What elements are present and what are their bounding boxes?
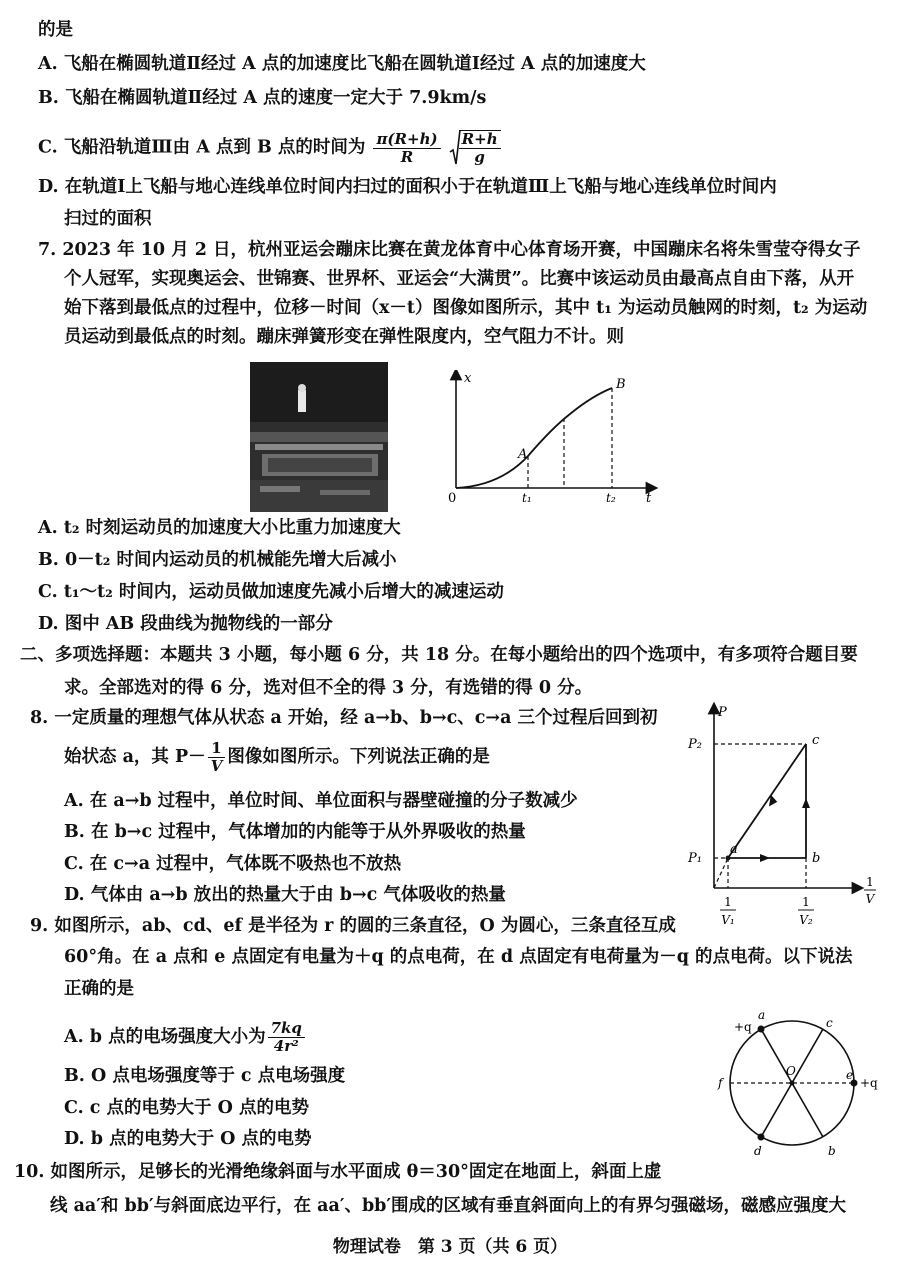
q8-stem-frac-num: 1 — [208, 740, 226, 758]
q7-point-a: A — [518, 447, 528, 462]
q9-label-b: b — [828, 1144, 836, 1158]
q9-charge-a — [758, 1026, 765, 1033]
q6-c-sqrt — [449, 128, 503, 168]
q6-c-fraction — [373, 131, 440, 166]
q8-option-d: D. 气体由 a→b 放出的热量大于由 b→c 气体吸收的热量 — [64, 885, 506, 905]
q9-label-e: e — [846, 1068, 854, 1082]
q6-option-b: B. 飞船在椭圆轨道Ⅱ经过 A 点的速度一定大于 7.9km/s — [38, 88, 487, 108]
q9-stem-line3: 正确的是 — [64, 979, 134, 999]
q8-a-label: a — [730, 842, 738, 857]
q9-label-d: d — [754, 1144, 762, 1158]
q6-option-d-line1: D. 在轨道Ⅰ上飞船与地心连线单位时间内扫过的面积小于在轨道Ⅲ上飞船与地心连线单位时间内 — [38, 177, 777, 197]
q9-label-o: O — [786, 1064, 796, 1078]
q9-a-frac-den: 4r² — [273, 1037, 299, 1055]
q8-stem-line2 — [64, 740, 490, 775]
q8-bc-arrow-icon — [802, 798, 810, 808]
q9-charge-d — [758, 1134, 765, 1141]
q10-stem-line1: 10. 如图所示，足够长的光滑绝缘斜面与水平面成 θ＝30°固定在地面上，斜面上虚 — [14, 1162, 662, 1182]
q9-stem-line1: 9. 如图所示，ab、cd、ef 是半径为 r 的圆的三条直径，O 为圆心，三条直径互成 — [30, 916, 676, 936]
q8-v1-num: 1 — [724, 895, 732, 909]
q8-b-label: b — [812, 851, 821, 866]
section2-line2: 求。全部选对的得 6 分，选对但不全的得 3 分，有选错的得 0 分。 — [64, 678, 593, 698]
q8-stem-line2-post: 图像如图所示。下列说法正确的是 — [227, 747, 490, 767]
q8-p-label: P — [718, 705, 727, 720]
q9-option-a-text: A. b 点的电场强度大小为 — [64, 1027, 266, 1047]
q8-p2-label: P₂ — [688, 737, 702, 752]
q7-y-label: x — [464, 371, 472, 386]
q10-stem-line2: 线 aa′和 bb′与斜面底边平行，在 aa′、bb′围成的区域有垂直斜面向上的有界匀强磁场，磁感应强度大 — [50, 1196, 847, 1216]
q7-tick-t2: t₂ — [606, 491, 616, 505]
q7-option-b: B. 0－t₂ 时间内运动员的机械能先增大后减小 — [38, 550, 397, 570]
q8-v2-den: V₂ — [799, 913, 813, 927]
q8-c-label: c — [812, 733, 820, 748]
q7-stem-line4: 员运动到最低点的时刻。蹦床弹簧形变在弹性限度内，空气阻力不计。则 — [64, 327, 624, 347]
q7-stem-line2: 个人冠军，实现奥运会、世锦赛、世界杯、亚运会“大满贯”。比赛中该运动员由最高点自由下落，从开 — [64, 269, 855, 289]
q9-stem-line2: 60°角。在 a 点和 e 点固定有电量为＋q 的点电荷，在 d 点固定有电荷量为－q 的点电荷。以下说法 — [64, 947, 853, 967]
q6-option-c-text: C. 飞船沿轨道Ⅲ由 A 点到 B 点的时间为 — [38, 137, 366, 158]
q8-option-a: A. 在 a→b 过程中，单位时间、单位面积与器壁碰撞的分子数减少 — [64, 791, 578, 811]
q8-option-c: C. 在 c→a 过程中，气体既不吸热也不放热 — [64, 854, 402, 874]
q8-stem-line1: 8. 一定质量的理想气体从状态 a 开始，经 a→b、b→c、c→a 三个过程后回到初 — [30, 708, 658, 728]
q9-option-a — [64, 1020, 307, 1055]
q8-stem-fraction — [208, 740, 226, 775]
q9-label-a: a — [758, 1008, 766, 1022]
q6-option-a: A. 飞船在椭圆轨道Ⅱ经过 A 点的加速度比飞船在圆轨道Ⅰ经过 A 点的加速度大 — [38, 54, 646, 74]
q8-v1-den: V₁ — [721, 913, 735, 927]
q7-origin: 0 — [448, 491, 457, 505]
q8-ab-arrow-icon — [760, 854, 770, 862]
q9-label-c: c — [826, 1016, 833, 1030]
q8-p1-label: P₁ — [688, 851, 702, 866]
q6-c-sqrt-num: R+h — [459, 131, 501, 149]
q9-label-f: f — [718, 1076, 723, 1090]
q9-option-c: C. c 点的电势大于 O 点的电势 — [64, 1098, 309, 1118]
q6-c-sqrt-den: g — [474, 148, 485, 166]
q7-stem-line3: 始下落到最低点的过程中，位移－时间（x－t）图像如图所示，其中 t₁ 为运动员触网的时刻，t₂ 为运动 — [64, 298, 868, 318]
q8-ca-arrow-icon — [767, 794, 778, 806]
q9-option-d: D. b 点的电势大于 O 点的电势 — [64, 1129, 312, 1149]
q8-origin-dash — [714, 858, 728, 888]
q8-x-label-num: 1 — [866, 875, 874, 889]
section2-line1: 二、多项选择题：本题共 3 小题，每小题 6 分，共 18 分。在每小题给出的四个选项中，有多项符合题目要 — [20, 645, 858, 665]
q9-option-b: B. O 点电场强度等于 c 点电场强度 — [64, 1066, 346, 1086]
q7-option-a: A. t₂ 时刻运动员的加速度大小比重力加速度大 — [38, 518, 401, 538]
q7-curve — [456, 388, 612, 488]
q8-option-b: B. 在 b→c 过程中，气体增加的内能等于从外界吸收的热量 — [64, 822, 526, 842]
q8-x-label-den: V — [865, 892, 875, 906]
trampoline-photo — [250, 362, 388, 512]
q9-plus-q-a: +q — [734, 1020, 752, 1034]
q9-circle-diagram — [700, 1005, 895, 1165]
q7-option-c: C. t₁～t₂ 时间内，运动员做加速度先减小后增大的减速运动 — [38, 582, 504, 602]
q7-stem-line1: 7. 2023 年 10 月 2 日，杭州亚运会蹦床比赛在黄龙体育中心体育场开赛，中国蹦床名将朱雪莹夺得女子 — [38, 240, 861, 260]
q7-point-b: B — [616, 377, 626, 392]
q6-c-frac-num: π(R+h) — [373, 131, 440, 149]
trampoline-photo-image — [250, 362, 388, 512]
q9-a-fraction — [268, 1020, 305, 1055]
q8-ca-line — [728, 744, 806, 858]
q6-option-d-line2: 扫过的面积 — [64, 209, 152, 229]
q8-v2-num: 1 — [802, 895, 810, 909]
q9-plus-q-e: +q — [860, 1076, 878, 1090]
q8-pv-graph — [678, 700, 888, 930]
q9-a-frac-num: 7kq — [268, 1020, 305, 1038]
q6-c-frac-den: R — [400, 147, 414, 166]
q9-center-o — [790, 1081, 795, 1086]
page-footer: 物理试卷 第 3 页（共 6 页） — [332, 1237, 568, 1257]
q6-option-c — [38, 128, 503, 168]
q8-stem-line2-pre: 始状态 a，其 P－ — [64, 747, 206, 767]
q8-stem-frac-den: V — [210, 757, 223, 775]
q7-xt-graph — [440, 370, 660, 505]
q7-x-label: t — [646, 491, 652, 505]
q7-option-d: D. 图中 AB 段曲线为抛物线的一部分 — [38, 614, 333, 634]
q7-tick-t1: t₁ — [522, 491, 532, 505]
q6-stem-tail: 的是 — [38, 20, 73, 40]
